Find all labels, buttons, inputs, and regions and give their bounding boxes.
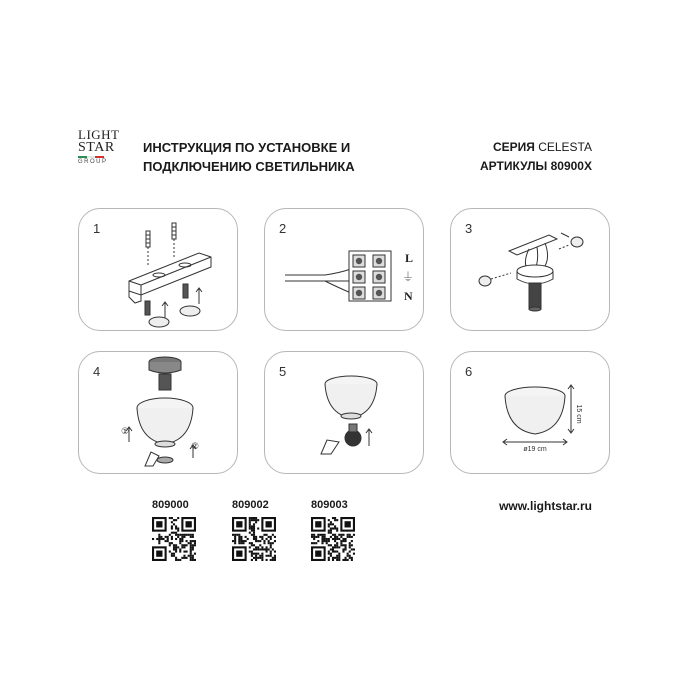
step-number: 4 [93,364,101,379]
ceiling-base-icon [451,209,611,332]
step-number: 1 [93,221,101,236]
height-label: 15 cm [575,404,582,424]
step-number: 2 [279,221,287,236]
callout-1: ① [121,427,130,437]
qr-code-809002[interactable] [232,517,276,561]
product-code-1: 809000 [152,499,189,511]
articles-label: АРТИКУЛЫ 80900X [480,159,592,173]
step-panel-4 [78,351,238,474]
step-panel-1 [78,208,238,331]
qr-code-809003[interactable] [311,517,355,561]
title-line2: ПОДКЛЮЧЕНИЮ СВЕТИЛЬНИКА [143,159,355,174]
terminal-block-icon [265,209,425,332]
title-line1: ИНСТРУКЦИЯ ПО УСТАНОВКЕ И [143,140,351,155]
page-title [143,138,403,176]
dimensions-icon [451,352,611,475]
series-info [480,138,592,176]
step-panel-2 [264,208,424,331]
qr-code-809000[interactable] [152,517,196,561]
product-code-3: 809003 [311,499,348,511]
website-link[interactable]: www.lightstar.ru [499,499,592,513]
step-number: 3 [465,221,473,236]
logo-flag [78,156,104,158]
shade-install-icon [79,352,239,475]
step-number: 5 [279,364,287,379]
logo-line1: LIGHT [78,127,120,142]
callout-2: ② [191,442,200,452]
step-number: 6 [465,364,473,379]
product-code-2: 809002 [232,499,269,511]
brand-logo [78,128,118,182]
series-label: СЕРИЯ [492,140,539,154]
label-live: L [405,251,414,265]
mounting-bracket-icon [79,209,239,332]
logo-line2: STAR [78,140,115,155]
logo-line3: GROUP [78,159,108,165]
label-ground: ⏚ [402,270,415,284]
step-panel-3 [450,208,610,331]
step-panel-5 [264,351,424,474]
bulb-install-icon [265,352,425,475]
label-neutral: N [404,289,413,303]
series-name: CELESTA [538,140,592,154]
diameter-label: ø19 cm [523,446,547,453]
step-panel-6 [450,351,610,474]
